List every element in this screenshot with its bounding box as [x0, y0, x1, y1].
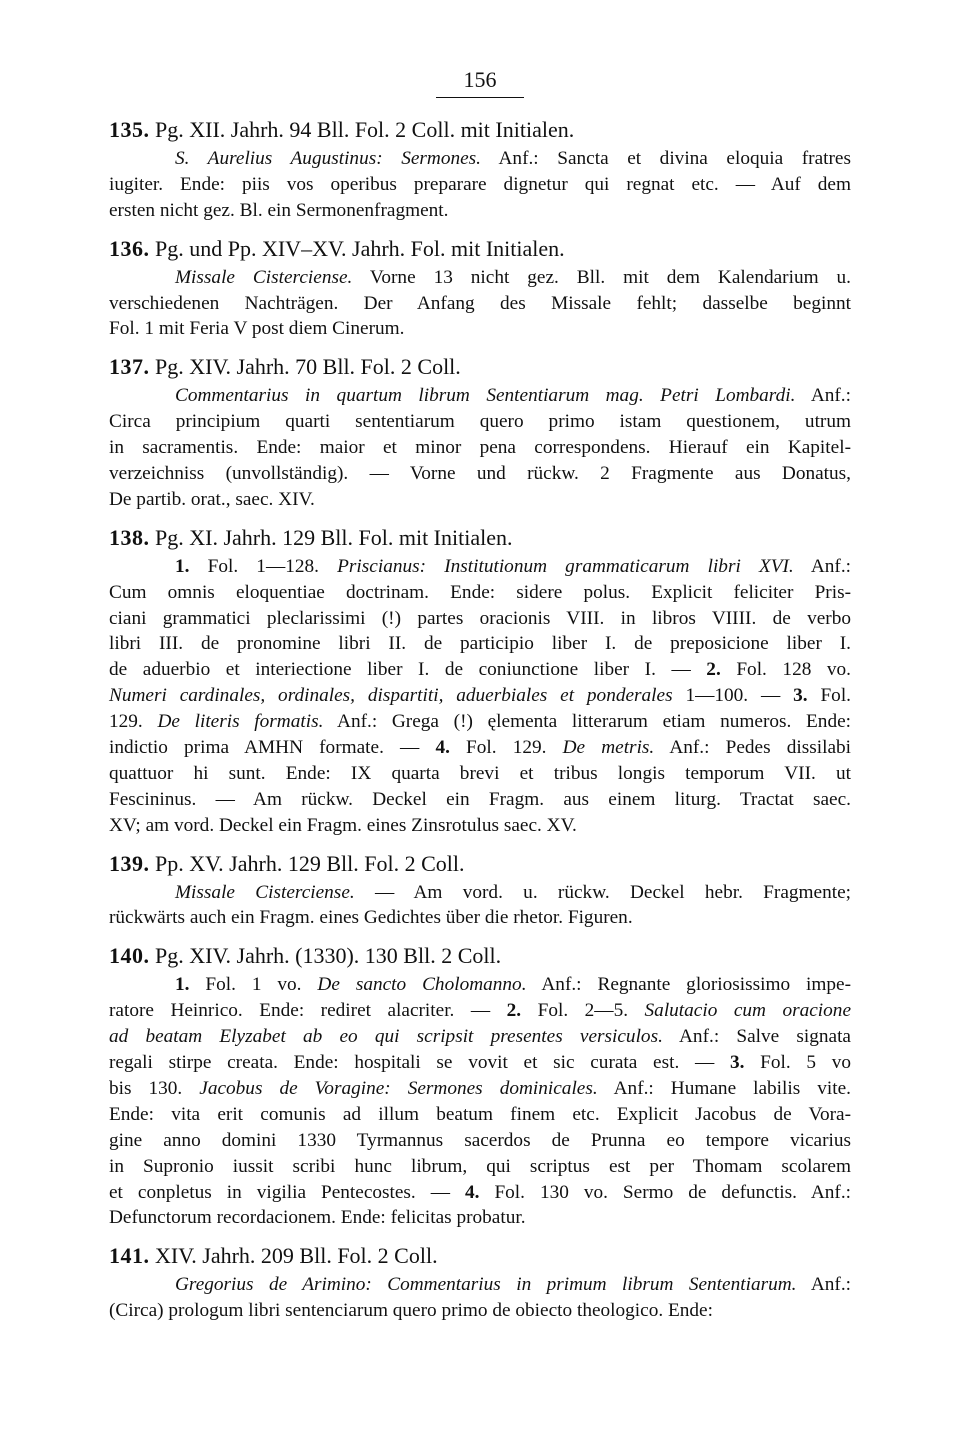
text-segment: Circa principium quarti sententiarum quero primo istam questionem, utrum — [109, 411, 851, 433]
entry-header-text: Pg. XIV. Jahrh. (1330). 130 Bll. 2 Coll. — [155, 943, 502, 969]
text-segment: Anf.: — [795, 385, 851, 407]
text-line — [109, 487, 851, 513]
catalog-entry — [109, 940, 851, 1231]
text-line — [109, 905, 851, 931]
text-segment: gine anno domini 1330 Tyrmannus sacerdos de Prunna eo tempore vicarius — [109, 1129, 851, 1151]
entry-number: 135. — [109, 117, 150, 142]
text-segment: Fescininus. — Am rückw. Deckel ein Fragm. aus einem liturg. Tractat saec. — [109, 788, 851, 810]
entry-header-text: Pg. XIV. Jahrh. 70 Bll. Fol. 2 Coll. — [155, 354, 461, 380]
catalog-entry — [109, 522, 851, 839]
text-segment: Anf.: Grega (!) ęlementa litterarum etiam numeros. Ende: — [323, 711, 852, 733]
text-line — [109, 1180, 851, 1206]
page-number: 156 — [463, 67, 497, 92]
text-segment: ciani grammatici pleclarissimi (!) partes oracionis VIII. in libros VIIII. de verbo — [109, 607, 851, 629]
entry-description — [109, 972, 851, 1231]
text-line — [109, 735, 851, 761]
item-number: 3. — [793, 685, 808, 707]
italic-title: De literis formatis. — [157, 711, 324, 733]
text-segment: iugiter. Ende: piis vos operibus preparare dignetur qui regnat etc. — Auf dem — [109, 173, 851, 195]
text-line — [109, 316, 851, 342]
entry-number: 137. — [109, 354, 150, 380]
text-segment: regali stirpe creata. Ende: hospitali se vovit et sic curata est. — — [109, 1052, 730, 1074]
item-number: 4. — [435, 737, 450, 759]
text-line — [109, 683, 851, 709]
entry-description — [109, 1272, 851, 1324]
item-number: 2. — [506, 1000, 522, 1022]
entry-header — [109, 522, 851, 553]
text-segment: verschiedenen Nachträgen. Der Anfang des Missale fehlt; dasselbe beginnt — [109, 292, 851, 314]
text-segment: rückwärts auch ein Fragm. eines Gedichtes über die rhetor. Figuren. — [109, 907, 633, 929]
text-line — [109, 657, 851, 683]
entry-number: 136. — [109, 235, 150, 261]
entry-header — [109, 848, 851, 879]
text-line — [109, 435, 851, 461]
page-number-rule — [436, 97, 524, 98]
catalog-entry — [109, 233, 851, 343]
italic-title: Priscianus: Institutionum grammaticarum libri XVI. — [337, 555, 794, 577]
text-segment: (Circa) prologum libri sentenciarum quero primo de obiecto theologico. Ende: — [109, 1300, 713, 1322]
catalog-entries — [109, 114, 851, 1333]
text-line — [109, 1128, 851, 1154]
text-line — [109, 1205, 851, 1231]
text-segment: Vorne 13 nicht gez. Bll. mit dem Kalendarium u. — [352, 266, 851, 288]
text-segment: verzeichniss (unvollständig). — Vorne und rückw. 2 Fragmente aus Donatus, — [109, 463, 851, 485]
entry-header-text: Pp. XV. Jahrh. 129 Bll. Fol. 2 Coll. — [155, 850, 465, 876]
text-line — [109, 146, 851, 172]
italic-title: De sancto Cholomanno. — [317, 974, 527, 996]
text-line — [109, 265, 851, 291]
text-line — [109, 1272, 851, 1298]
item-number: 2. — [706, 659, 721, 681]
catalog-entry — [109, 114, 851, 224]
text-segment: Fol. 5 vo — [744, 1052, 851, 1074]
entry-header-text: Pg. XI. Jahrh. 129 Bll. Fol. mit Initialen. — [155, 524, 513, 550]
entry-header-text: XIV. Jahrh. 209 Bll. Fol. 2 Coll. — [155, 1243, 438, 1269]
entry-description — [109, 146, 851, 224]
entry-header-text: Pg. XII. Jahrh. 94 Bll. Fol. 2 Coll. mit Initialen. — [155, 117, 575, 142]
text-segment: Fol. 129. — [449, 737, 563, 759]
entry-number: 141. — [109, 1243, 150, 1269]
text-segment: Fol. 128 vo. — [720, 659, 852, 681]
text-line — [109, 172, 851, 198]
text-segment: bis 130. — [109, 1077, 200, 1099]
text-line — [109, 880, 851, 906]
text-segment: Cum omnis eloquentiae doctrinam. Ende: sidere polus. Explicit feliciter Pris- — [109, 581, 851, 603]
text-segment: — Am vord. u. rückw. Deckel hebr. Fragmente; — [354, 881, 851, 903]
text-line — [109, 761, 851, 787]
italic-title: S. Aurelius Augustinus: Sermones. — [175, 148, 481, 169]
catalog-entry — [109, 1240, 851, 1324]
entry-number: 140. — [109, 943, 150, 969]
text-line — [109, 631, 851, 657]
italic-title: Missale Cisterciense. — [175, 266, 353, 288]
item-number: 3. — [729, 1052, 745, 1074]
text-line — [109, 813, 851, 839]
text-line — [109, 1050, 851, 1076]
text-segment: Anf.: — [796, 1274, 851, 1296]
text-segment: ersten nicht gez. Bl. ein Sermonenfragment. — [109, 199, 449, 221]
italic-title: Salutacio cum oracione — [644, 1000, 852, 1022]
text-segment: Anf.: Pedes dissilabi — [654, 737, 852, 759]
text-line — [109, 998, 851, 1024]
text-line — [109, 461, 851, 487]
text-line — [109, 1076, 851, 1102]
italic-title: De metris. — [562, 737, 655, 759]
text-segment: Anf.: Regnante gloriosissimo impe- — [526, 974, 851, 996]
entry-description — [109, 383, 851, 512]
text-segment: Fol. 2—5. — [521, 1000, 645, 1022]
entry-number: 139. — [109, 850, 150, 876]
text-line — [109, 972, 851, 998]
text-line — [109, 1154, 851, 1180]
entry-header — [109, 940, 851, 971]
entry-description — [109, 554, 851, 839]
text-segment: Fol. 1—128. — [189, 555, 338, 577]
text-segment: 129. — [109, 711, 158, 733]
text-segment: Fol. 1 vo. — [189, 974, 318, 996]
entry-header — [109, 351, 851, 382]
text-line — [109, 709, 851, 735]
item-number: 1. — [175, 555, 190, 577]
text-line — [109, 787, 851, 813]
text-segment: quattuor hi sunt. Ende: IX quarta brevi et tribus longis temporum VII. ut — [109, 762, 851, 784]
italic-title: Numeri cardinales, ordinales, dispartiti, aduerbiales et ponderales — [109, 685, 673, 707]
entry-header — [109, 233, 851, 264]
text-segment: De partib. orat., saec. XIV. — [109, 488, 315, 510]
text-segment: de aduerbio et interiectione liber I. de coniunctione liber I. — — [109, 659, 707, 681]
text-line — [109, 580, 851, 606]
text-segment: Defunctorum recordacionem. Ende: felicitas probatur. — [109, 1207, 526, 1229]
catalog-entry — [109, 351, 851, 512]
text-segment: Ende: vita erit comunis ad illum beatum finem etc. Explicit Jacobus de Vora- — [109, 1103, 851, 1125]
text-segment: et conpletus in vigilia Pentecostes. — — [109, 1181, 465, 1203]
catalog-entry — [109, 848, 851, 932]
italic-title: ad beatam Elyzabet ab eo qui scripsit presentes versiculos. — [109, 1026, 663, 1048]
text-segment: Anf.: — [793, 555, 851, 577]
text-segment: libri III. de pronomine libri II. de participio liber I. de preposicione liber I. — [109, 633, 851, 655]
text-line — [109, 1024, 851, 1050]
text-line — [109, 383, 851, 409]
text-segment: Fol. 1 mit Feria V post diem Cinerum. — [109, 318, 405, 340]
text-segment: in Supronio iussit scribi hunc librum, qui scriptus est per Thomam scolarem — [109, 1155, 851, 1177]
entry-header — [109, 1240, 851, 1271]
entry-header — [109, 114, 851, 145]
text-segment: Fol. 130 vo. Sermo de defunctis. Anf.: — [479, 1181, 851, 1203]
entry-description — [109, 880, 851, 932]
text-line — [109, 409, 851, 435]
entry-description — [109, 265, 851, 343]
italic-title: Missale Cisterciense. — [175, 881, 355, 903]
text-segment: 1—100. — — [672, 685, 794, 707]
italic-title: Commentarius in quartum librum Sententiarum mag. Petri Lombardi. — [175, 385, 796, 407]
text-line — [109, 606, 851, 632]
text-segment: in sacramentis. Ende: maior et minor pena correspondens. Hierauf ein Kapitel- — [109, 437, 851, 459]
text-line — [109, 1298, 851, 1324]
text-line — [109, 1102, 851, 1128]
entry-header-text: Pg. und Pp. XIV–XV. Jahrh. Fol. mit Initialen. — [155, 235, 565, 261]
text-segment: ratore Heinrico. Ende: rediret alacriter. — — [109, 1000, 507, 1022]
text-segment: XV; am vord. Deckel ein Fragm. eines Zinsrotulus saec. XV. — [109, 814, 577, 836]
item-number: 1. — [175, 974, 190, 996]
text-line — [109, 198, 851, 224]
text-segment: Anf.: Salve signata — [662, 1026, 851, 1048]
italic-title: Jacobus de Voragine: Sermones dominicales. — [199, 1077, 598, 1099]
item-number: 4. — [465, 1181, 480, 1203]
italic-title: Gregorius de Arimino: Commentarius in primum librum Sententiarum. — [175, 1274, 797, 1296]
text-segment: Anf.: Sancta et divina eloquia fratres — [481, 148, 851, 169]
text-segment: Fol. — [807, 685, 851, 707]
text-segment: Anf.: Humane labilis vite. — [597, 1077, 851, 1099]
text-line — [109, 291, 851, 317]
entry-number: 138. — [109, 524, 150, 550]
text-segment: indictio prima AMHN formate. — — [109, 737, 436, 759]
text-line — [109, 554, 851, 580]
